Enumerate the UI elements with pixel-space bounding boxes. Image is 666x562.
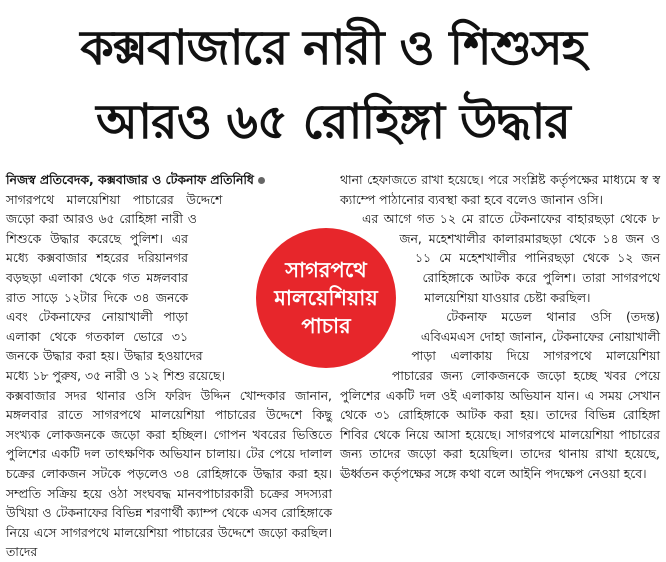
byline: নিজস্ব প্রতিবেদক, কক্সবাজার ও টেকনাফ প্রতিনিধি [6, 172, 254, 187]
left-paragraph-2: কক্সবাজার সদর থানার ওসি ফরিদ উদ্দিন খোন্দকার জানান, মঙ্গলবার রাতে সাগরপথে মালয়েশিয়া পাচারের উদ্দেশে কিছু সংখ্যক লোকজনকে জড়ো করা হচ্ছিল। গোপন খবরের ভিত্তিতে পুলিশের একটি দল তাৎক্ষণিক অভিযান চালায়। টের পেয়ে দালাল চক্রের লোকজন সটকে পড়লেও ৩৪ রোহিঙ্গাকে উদ্ধার করা হয়। সম্প্রতি সক্রিয় হয়ে ওঠা সংঘবদ্ধ মানবপাচারকারী চক্রের সদস্যরা উখিয়া ও টেকনাফের বিভিন্ন শরণার্থী ক্যাম্প থেকে এসব রোহিঙ্গাকে নিয়ে এসে সাগরপথে মালয়েশিয়া পাচারের উদ্দেশে জড়ো করছিল। তাদের [6, 387, 332, 560]
right-paragraph-3: টেকনাফ মডেল থানার ওসি (তদন্ত) এবিএমএস দোহা জানান, টেকনাফের নোয়াখালী পাড়া এলাকায় দিয়ে সাগরপথে মালয়েশিয়া পাচারের জন্য লোকজনকে জড়ো হচ্ছে খবর পেয়ে পুলিশের একটি দল ওই এলাকায় অভিযান যান। এ সময় সেখান থেকে ৩১ রোহিঙ্গাকে আটক করা হয়। তাদের বিভিন্ন রোহিঙ্গা শিবির থেকে নিয়ে আসা হয়েছে। সাগরপথে মালয়েশিয়া পাচারের জন্য তাদের জড়ো করা হয়েছিল। তাদের থানায় রাখা হয়েছে, ঊর্ধ্বতন কর্তৃপক্ষের সঙ্গে কথা বলে আইনি পদক্ষেপ নেওয়া হবে। [340, 309, 660, 481]
headline [0, 0, 666, 166]
left-column [6, 170, 332, 562]
right-paragraph-2: এর আগে গত ১২ মে রাতে টেকনাফের বাহারছড়া থেকে ৮ জন, মহেশখালীর কালারমারছড়া থেকে ১৪ জন ও ১১ মে মহেশখালীর পানিরছড়া থেকে ১২ জন রোহিঙ্গাকে আটক করে পুলিশ। তারা সাগরপথে মালয়েশিয়া যাওয়ার চেষ্টা করছিল। [362, 211, 660, 305]
left-paragraph-1: সাগরপথে মালয়েশিয়া পাচারের উদ্দেশে জড়ো করা আরও ৬৫ রোহিঙ্গা নারী ও শিশুকে উদ্ধার করেছে পুলিশ। এর মধ্যে কক্সবাজার শহরের দরিয়ানগর বড়ছড়া এলাকা থেকে গত মঙ্গলবার রাত সাড়ে ১২টার দিকে ৩৪ জনকে এবং টেকনাফের নোয়াখালী পাড়া এলাকা থেকে গতকাল ভোরে ৩১ জনকে উদ্ধার করা হয়। উদ্ধার হওয়াদের মধ্যে ১৮ পুরুষ, ৩৫ নারী ও ১২ শিশু রয়েছে। [6, 191, 225, 383]
pullquote-line-1: সাগরপথে [285, 258, 367, 282]
byline-row [6, 170, 332, 190]
pullquote-circle [256, 228, 396, 368]
byline-bullet-icon [258, 177, 265, 184]
headline-line-2: আরও ৬৫ রোহিঙ্গা উদ্ধার [96, 94, 570, 150]
pullquote-line-3: পাচার [301, 314, 351, 338]
headline-line-1: কক্সবাজারে নারী ও শিশুসহ [80, 20, 586, 76]
pullquote-line-2: মালয়েশিয়ায় [274, 286, 378, 310]
right-paragraph-1: থানা হেফাজতে রাখা হয়েছে। পরে সংশ্লিষ্ট কর্তৃপক্ষের মাধ্যমে স্ব স্ব ক্যাম্পে পাঠানোর ব্যবস্থা করা হবে বলেও জানান ওসি। [340, 172, 660, 207]
